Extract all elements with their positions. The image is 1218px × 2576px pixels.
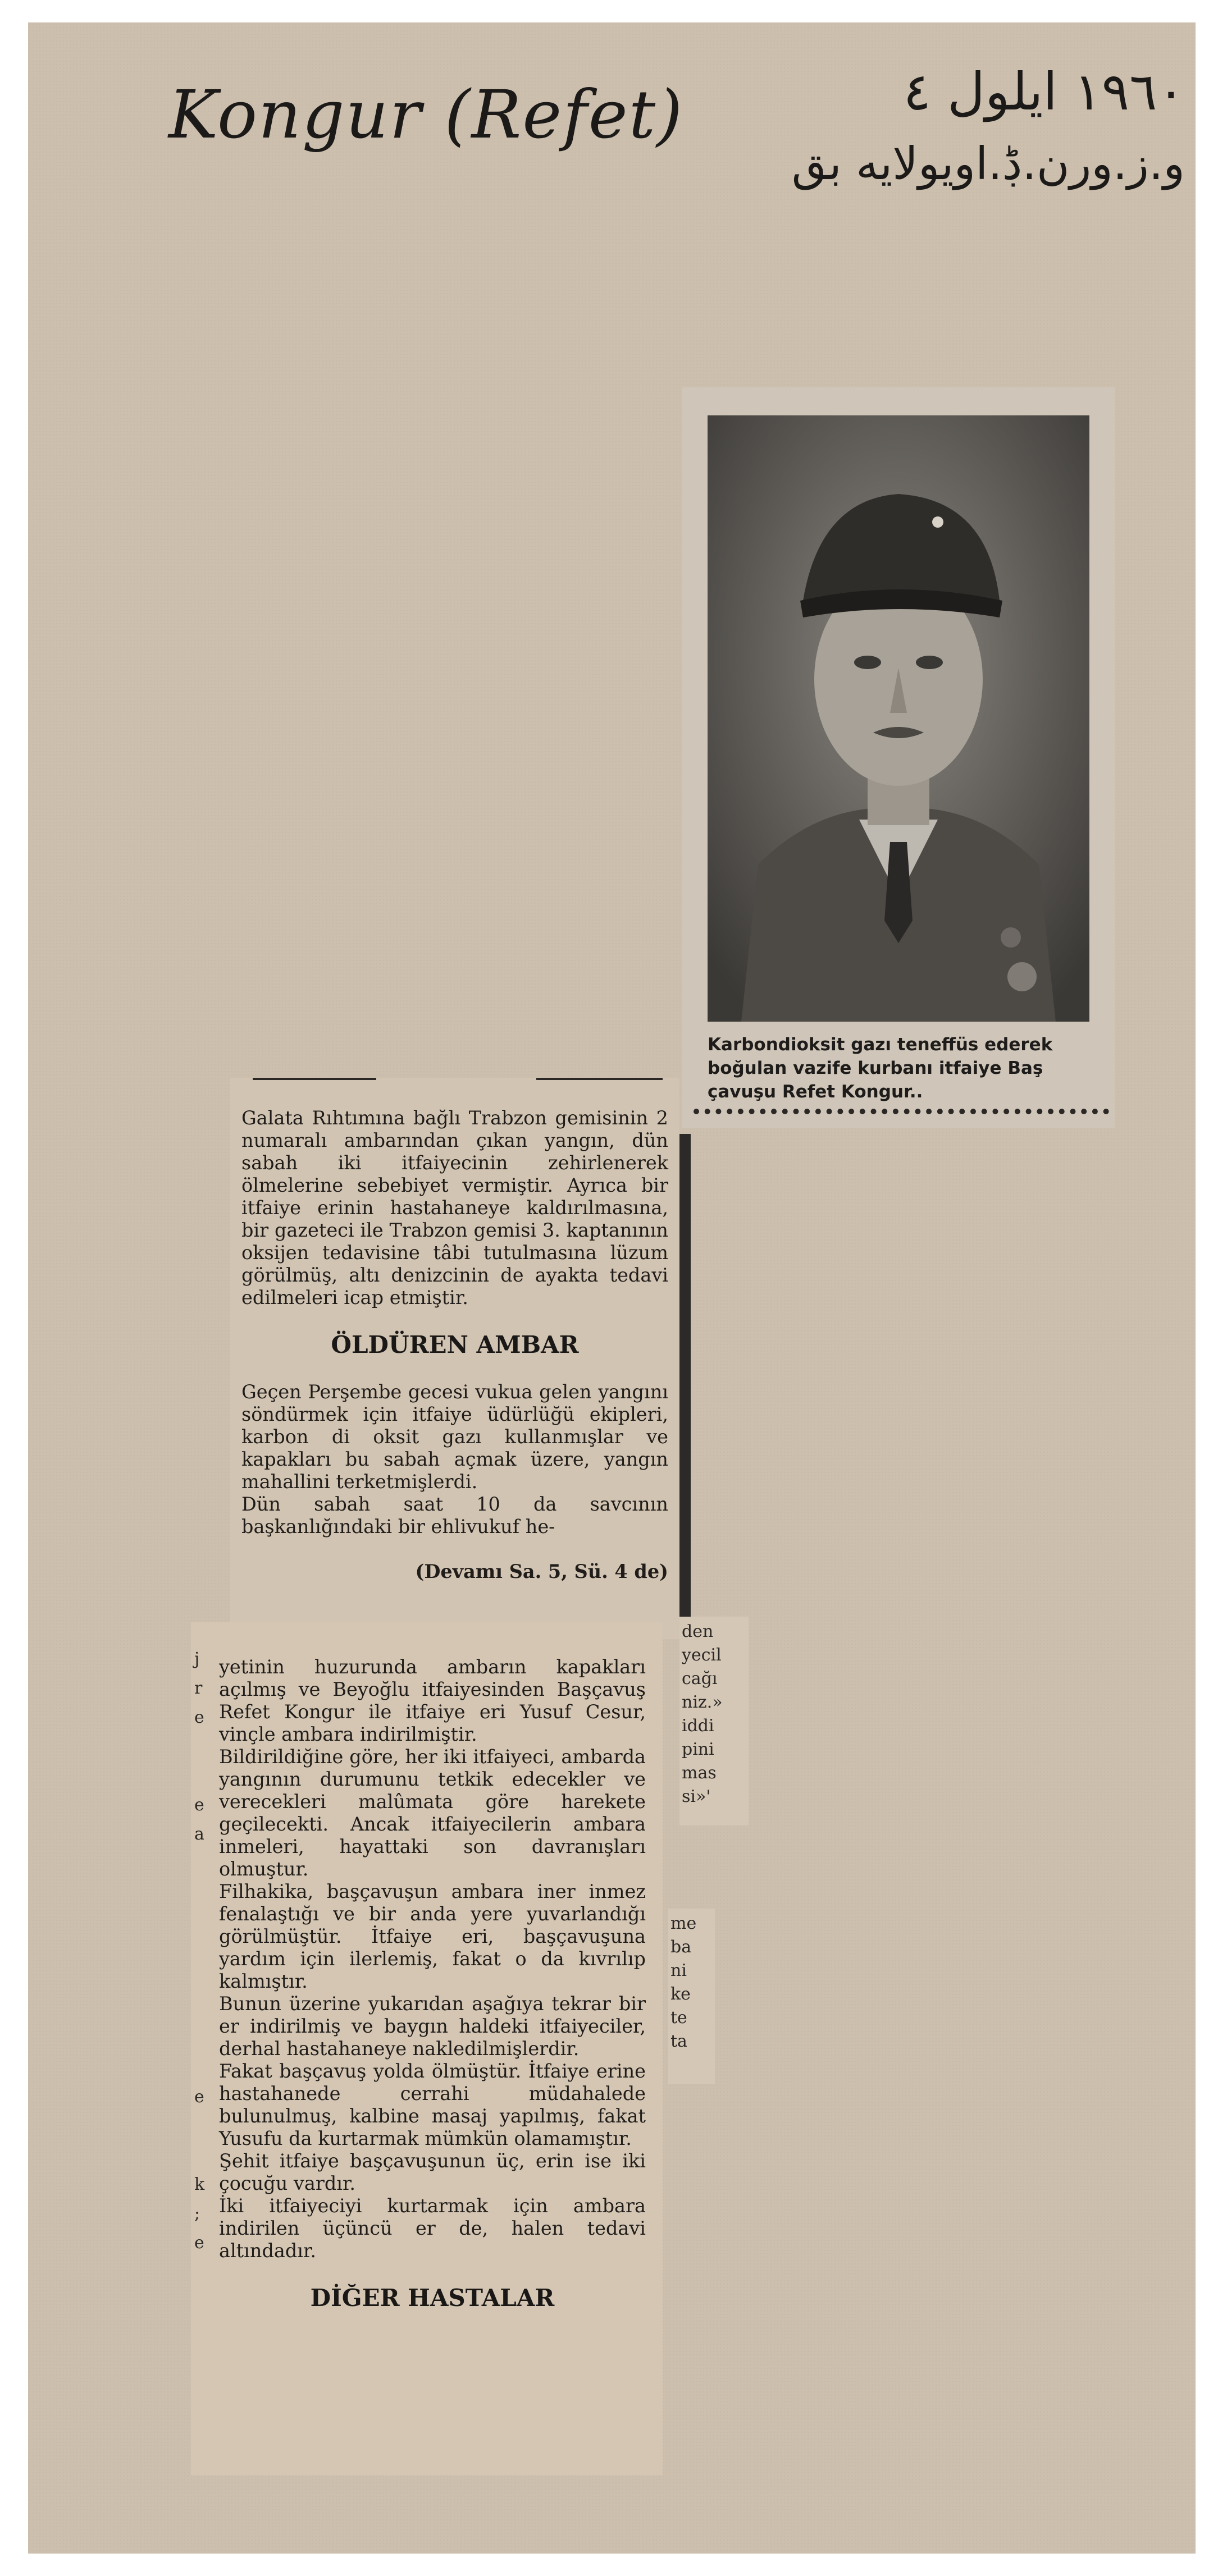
article-body: Geçen Perşembe gecesi vukua gelen yangını söndürmek için itfaiye üdürlüğü ekipleri, karbon di oksit gazı kullanmışlar ve kapakları bu sabah açmak üzere, yangın mahallini terketmişlerdi. Dün sabah saat 10 da savcının başkanlığındaki bir ehlivukuf he- bbox=[241, 1381, 668, 1538]
handwritten-date: ١٩٦٠ ايلول ٤ bbox=[903, 62, 1185, 122]
portrait-photo bbox=[708, 415, 1089, 1022]
article-continuation: yetinin huzurunda ambarın kapakları açılmış ve Beyoğlu itfaiyesinden Başçavuş Refet Kongur ile itfaiye eri Yusuf Cesur, vinçle ambara indirilmiştir. Bildirildiğine göre, her iki itfaiyeci, ambarda yangının durumunu tetkik edecekler ve verecekleri malûmata göre harekete geçilecekti. Ancak itfaiyecilerin ambara inmeleri, hayattaki son davranışları olmuştur. Filhakika, başçavuşun ambara iner inmez fenalaştığı ve bir anda yere yuvarlandığı görülmüştür. İtfaiye eri, başçavuşuna yardım için ilerlemiş, fakat o da kıvrılıp kalmıştır. Bunun üzerine yukarıdan aşağıya tekrar bir er indirilmiş ve baygın haldeki itfaiyeciler, derhal hastahaneye nakledilmişlerdir. Fakat başçavuş yolda ölmüştür. İtfaiye erine hastahanede cerrahi müdahalede bulunulmuş, kalbine masaj yapılmış, fakat Yusufu da kurtarmak mümkün olamamıştır. Şehit itfaiye başçavuşunun üç, erin ise iki çocuğu vardır. İki itfaiyeciyi kurtarmak için ambara indirilen üçüncü er de, halen tedavi altındadır. bbox=[219, 1656, 646, 2262]
photo-caption: Karbondioksit gazı teneffüs ederek boğulan vazife kurbanı itfaiye Baş çavuşu Refet Kongur.. bbox=[708, 1035, 1053, 1102]
archive-sheet bbox=[28, 22, 1196, 2554]
continued-note: (Devamı Sa. 5, Sü. 4 de) bbox=[415, 1561, 668, 1582]
article-column bbox=[241, 1085, 668, 1605]
handwritten-name: Kongur (Refet) bbox=[168, 76, 684, 153]
portrait-image bbox=[708, 415, 1089, 1022]
cropped-fragment-right: den yecil cağı niz.» iddi pini mas si»' bbox=[679, 1617, 749, 1825]
top-rule-right bbox=[536, 1078, 663, 1080]
dotted-rule bbox=[694, 1109, 1109, 1114]
cropped-fragment-right-lower: me ba ni ke te ta bbox=[668, 1909, 715, 2084]
subhead-diger-hastalar: DİĞER HASTALAR bbox=[310, 2284, 555, 2312]
article-lead: Galata Rıhtımına bağlı Trabzon gemisinin 2 numaralı ambarından çıkan yangın, dün sabah iki itfaiyecinin zehirlenerek ölmelerine sebebiyet vermiştir. Ayrıca bir itfaiye erinin hastahaneye kaldırılmasına, bir gazeteci ile Trabzon gemisi 3. kaptanının oksijen tedavisine tâbi tutulmasına lüzum görülmüş, altı denizcinin de ayakta tedavi edilmeleri icap etmiştir. bbox=[241, 1107, 668, 1308]
top-rule-left bbox=[253, 1078, 376, 1080]
handwritten-note: و.ز.ورن.ڋ.اويولايه بق bbox=[791, 138, 1185, 190]
article-clipping-top bbox=[230, 1078, 679, 1639]
subhead-olduren-ambar: ÖLDÜREN AMBAR bbox=[331, 1331, 579, 1358]
article-clipping-bottom bbox=[191, 1622, 663, 2476]
cropped-column-edge: j r e e a e k ; e bbox=[194, 1649, 205, 2253]
article-column bbox=[219, 1634, 646, 2334]
photo-clipping bbox=[682, 387, 1115, 1128]
